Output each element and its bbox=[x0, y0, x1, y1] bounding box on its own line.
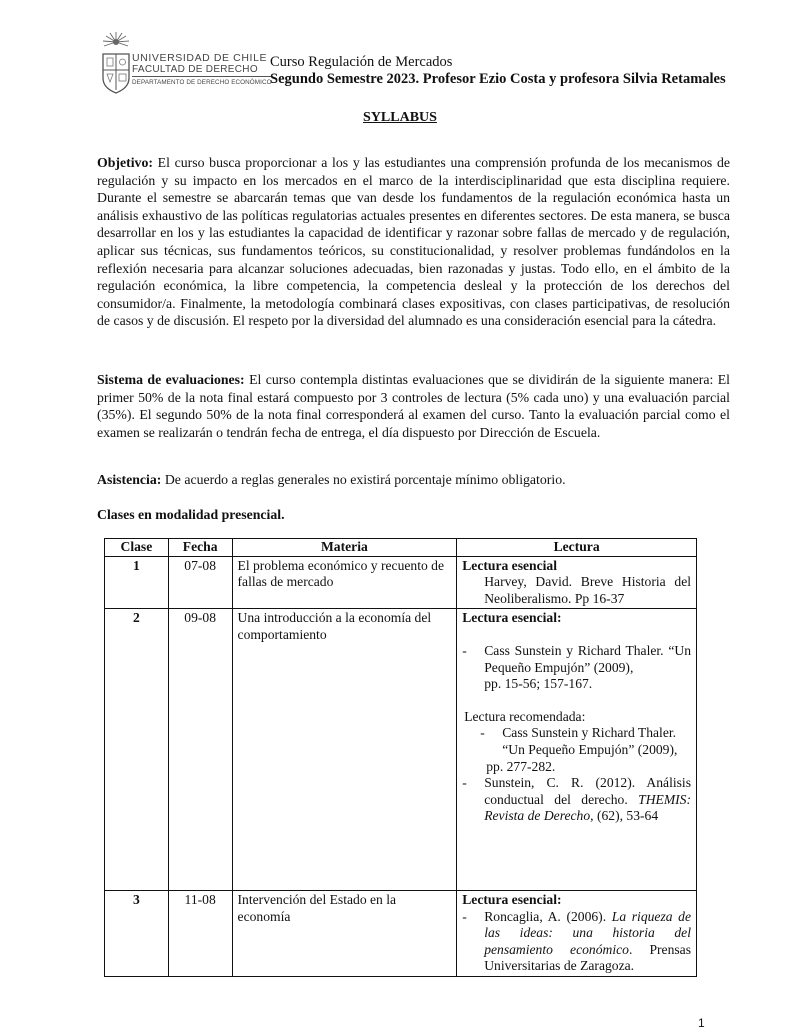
table-row bbox=[105, 890, 697, 976]
document-title: SYLLABUS bbox=[363, 110, 437, 125]
row3-item: - Roncaglia, A. (2006). La riqueza de las ideas: una historia del pensamiento económico. Prensas Universitarias de Zaragoza. bbox=[462, 908, 692, 974]
row2-item2: - Sunstein, C. R. (2012). Análisis conductual del derecho. THEMIS: Revista de Derecho, (62), 53-64 bbox=[462, 775, 691, 824]
row2-rec-title: Lectura recomendada: bbox=[464, 708, 586, 724]
row2-lectura-head: Lectura esencial: bbox=[462, 610, 562, 626]
row2-rec-item: - Cass Sunstein y Richard Thaler. “Un Pequeño Empujón” (2009), bbox=[480, 725, 678, 757]
logo-university-name: UNIVERSIDAD DE CHILE bbox=[132, 52, 268, 64]
header-lectura: Lectura bbox=[457, 539, 697, 557]
header-fecha: Fecha bbox=[168, 539, 232, 557]
clases-heading: Clases en modalidad presencial. bbox=[97, 507, 285, 522]
row3-clase: 3 bbox=[105, 890, 169, 976]
asistencia-text: De acuerdo a reglas generales no existirá porcentaje mínimo obligatorio. bbox=[161, 472, 566, 487]
row1-lectura-text: Harvey, David. Breve Historia del Neoliberalismo. Pp 16-37 bbox=[484, 574, 691, 606]
row1-materia: El problema económico y recuento de fallas de mercado bbox=[232, 556, 457, 609]
row2-rec-pages: pp. 277-282. bbox=[486, 758, 556, 774]
header-materia: Materia bbox=[232, 539, 457, 557]
university-seal-icon bbox=[100, 32, 132, 94]
university-logo bbox=[100, 32, 270, 94]
row3-lectura bbox=[457, 890, 697, 976]
logo-department-name: DEPARTAMENTO DE DERECHO ECONÓMICO bbox=[132, 76, 272, 87]
row1-lectura-head: Lectura esencial bbox=[462, 557, 557, 573]
evaluaciones-text: El curso contempla distintas evaluaciones que se dividirán de la siguiente manera: El primer 50% de la nota final estará compuesto por 3 controles de lectura (5% cada uno) y una evaluación parcial (35%). El segundo 50% de la nota final corresponderá al examen del curso. Tanto la evaluación parcial como el examen se realizarán o tendrán fecha de entrega, el día dispuesto por Dirección de Escuela. bbox=[97, 372, 730, 440]
header-clase: Clase bbox=[105, 539, 169, 557]
course-name: Curso Regulación de Mercados bbox=[270, 54, 453, 70]
table-header-row bbox=[105, 539, 697, 557]
row2-clase: 2 bbox=[105, 609, 169, 891]
table-row bbox=[105, 609, 697, 891]
course-semester-professors: Segundo Semestre 2023. Profesor Ezio Costa y profesora Silvia Retamales bbox=[270, 71, 726, 87]
row1-clase: 1 bbox=[105, 556, 169, 609]
table-row bbox=[105, 556, 697, 609]
row3-fecha: 11-08 bbox=[168, 890, 232, 976]
row2-fecha: 09-08 bbox=[168, 609, 232, 891]
page-number: 1 bbox=[698, 1016, 705, 1030]
row3-lectura-head: Lectura esencial: bbox=[462, 891, 562, 907]
evaluaciones-section bbox=[97, 371, 730, 441]
row2-item1: - Cass Sunstein y Richard Thaler. “Un Pequeño Empujón” (2009), bbox=[462, 642, 691, 675]
row2-lectura bbox=[457, 609, 697, 891]
course-info bbox=[270, 54, 726, 88]
asistencia-section bbox=[97, 471, 730, 489]
row3-materia: Intervención del Estado en la economía bbox=[232, 890, 457, 976]
logo-faculty-name: FACULTAD DE DERECHO bbox=[132, 64, 258, 75]
objetivo-label: Objetivo: bbox=[97, 155, 153, 170]
schedule-table bbox=[104, 538, 697, 977]
row1-fecha: 07-08 bbox=[168, 556, 232, 609]
page-header bbox=[100, 32, 740, 94]
objetivo-text: El curso busca proporcionar a los y las estudiantes una comprensión profunda de los mecanismos de regulación y su impacto en los mercados en el marco de la interdisciplinaridad que esta disciplina requiere. Durante el semestre se abarcarán temas que van desde los fundamentos de la regulación económica hasta un análisis exhaustivo de las políticas regulatorias actuales presentes en diferentes sectores. De esta manera, se busca desarrollar en los y las estudiantes la capacidad de identificar y razonar sobre fallas de mercado y de regulación, aplicar sus técnicas, sus fundamentos teóricos, su constitucionalidad, y resolver problemas fundándolos en la reflexión necesaria para alcanzar soluciones adecuadas, bien razonadas y justas. Todo ello, en el ámbito de la regulación económica, la libre competencia, la competencia desleal y la protección de los derechos del consumidor/a. Finalmente, la metodología combinará clases expositivas, con clases participativas, de resolución de casos y de discusión. El respeto por la diversidad del alumnado es una consideración esencial para la cátedra. bbox=[97, 155, 730, 329]
evaluaciones-label: Sistema de evaluaciones: bbox=[97, 372, 245, 387]
row2-materia: Una introducción a la economía del comportamiento bbox=[232, 609, 457, 891]
row2-item1-pages: pp. 15-56; 157-167. bbox=[484, 676, 593, 692]
row1-lectura bbox=[457, 556, 697, 609]
objetivo-section bbox=[97, 154, 730, 330]
asistencia-label: Asistencia: bbox=[97, 472, 162, 487]
